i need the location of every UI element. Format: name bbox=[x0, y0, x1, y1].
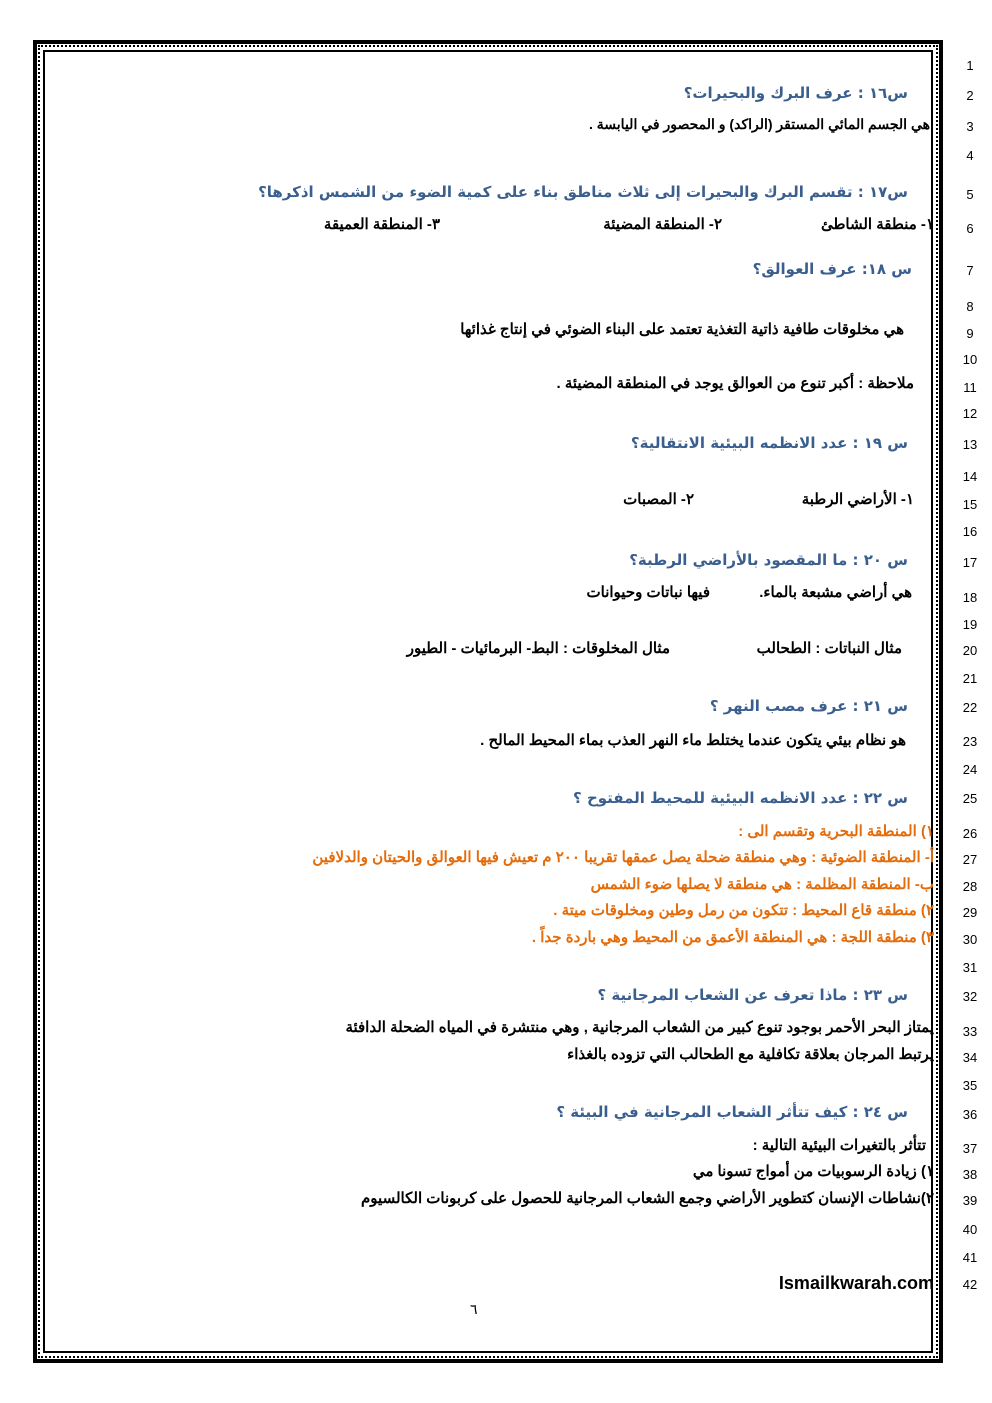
line-number: 42 bbox=[962, 1277, 978, 1292]
line-number: 8 bbox=[966, 299, 974, 314]
footer-website: Ismailkwarah.com bbox=[778, 1273, 934, 1293]
line-number: 27 bbox=[962, 852, 978, 867]
line-number: 25 bbox=[962, 791, 978, 806]
line-number: 21 bbox=[962, 671, 978, 686]
line-number: 31 bbox=[962, 960, 978, 975]
line-number: 40 bbox=[962, 1222, 978, 1237]
question-19: س ١٩ : عدد الانظمه البيئية الانتقالية؟ bbox=[630, 434, 908, 452]
question-18: س ١٨: عرف العوالق؟ bbox=[752, 260, 912, 278]
line-number: 36 bbox=[962, 1107, 978, 1122]
note-18: ملاحظة : أكبر تنوع من العوالق يوجد في المنطقة المضيئة . bbox=[556, 375, 914, 392]
answer-16: هي الجسم المائي المستقر (الراكد) و المحصور في اليابسة . bbox=[589, 116, 930, 132]
line-number: 22 bbox=[962, 700, 978, 715]
line-number: 37 bbox=[962, 1141, 978, 1156]
question-22: س ٢٢ : عدد الانظمه البيئية للمحيط المفتوح ؟ bbox=[573, 789, 908, 807]
answer-22-line-5: ٣) منطقة اللجة : هي المنطقة الأعمق من المحيط وهي باردة جداً . bbox=[531, 929, 934, 946]
answer-22-line-1: ١) المنطقة البحرية وتقسم الى : bbox=[738, 823, 934, 840]
answer-19-item-2: ٢- المصبات bbox=[623, 491, 694, 508]
line-number: 16 bbox=[962, 524, 978, 539]
answer-24-line-1: ١) زيادة الرسوبيات من أمواج تسونا مي bbox=[692, 1163, 934, 1180]
line-number: 6 bbox=[966, 221, 974, 236]
answer-20-a: هي أراضي مشبعة بالماء. bbox=[759, 584, 912, 601]
line-number: 10 bbox=[962, 352, 978, 367]
line-number: 26 bbox=[962, 826, 978, 841]
question-23: س ٢٣ : ماذا تعرف عن الشعاب المرجانية ؟ bbox=[597, 986, 908, 1004]
line-number: 3 bbox=[966, 119, 974, 134]
line-number: 2 bbox=[966, 88, 974, 103]
line-number: 33 bbox=[962, 1024, 978, 1039]
question-21: س ٢١ : عرف مصب النهر ؟ bbox=[709, 697, 908, 715]
answer-17-item-1: ١- منطقة الشاطئ bbox=[820, 216, 934, 233]
answer-17-item-2: ٢- المنطقة المضيئة bbox=[603, 216, 722, 233]
line-number: 14 bbox=[962, 469, 978, 484]
line-number: 24 bbox=[962, 762, 978, 777]
answer-17-item-3: ٣- المنطقة العميقة bbox=[323, 216, 440, 233]
line-number: 11 bbox=[963, 380, 977, 395]
line-number: 18 bbox=[962, 590, 978, 605]
line-number: 5 bbox=[966, 187, 974, 202]
question-16: س١٦ : عرف البرك والبحيرات؟ bbox=[683, 84, 908, 102]
page-number: ٦ bbox=[470, 1301, 478, 1317]
line-number: 13 bbox=[962, 437, 978, 452]
line-number: 41 bbox=[962, 1250, 978, 1265]
answer-20-b: فيها نباتات وحيوانات bbox=[586, 584, 710, 601]
line-number: 9 bbox=[966, 326, 974, 341]
line-number: 15 bbox=[962, 497, 978, 512]
line-number: 39 bbox=[962, 1193, 978, 1208]
answer-24-intro: تتأثر بالتغيرات البيئية التالية : bbox=[752, 1137, 926, 1154]
answer-21: هو نظام بيئي يتكون عندما يختلط ماء النهر العذب بماء المحيط المالح . bbox=[480, 732, 906, 749]
line-number: 20 bbox=[962, 643, 978, 658]
line-number: 23 bbox=[962, 734, 978, 749]
line-number: 32 bbox=[962, 989, 978, 1004]
line-number: 19 bbox=[962, 617, 978, 632]
line-number: 35 bbox=[962, 1078, 978, 1093]
line-number: 7 bbox=[966, 263, 974, 278]
line-number: 34 bbox=[962, 1050, 978, 1065]
example-20-plants: مثال النباتات : الطحالب bbox=[756, 640, 902, 657]
question-24: س ٢٤ : كيف تتأثر الشعاب المرجانية في البيئة ؟ bbox=[556, 1103, 908, 1121]
answer-18: هي مخلوقات طافية ذاتية التغذية تعتمد على البناء الضوئي في إنتاج غذائها bbox=[460, 321, 904, 338]
line-number: 38 bbox=[962, 1167, 978, 1182]
answer-24-line-2: ٢)نشاطات الإنسان كتطوير الأراضي وجمع الشعاب المرجانية للحصول على كربونات الكالسيوم bbox=[361, 1190, 934, 1207]
answer-23-line-1: يمتاز البحر الأحمر بوجود تنوع كبير من الشعاب المرجانية , وهي منتشرة في المياه الضحلة الدافئة bbox=[345, 1019, 934, 1036]
line-number: 29 bbox=[962, 905, 978, 920]
question-17: س١٧ : تقسم البرك والبحيرات إلى ثلاث مناطق بناء على كمية الضوء من الشمس اذكرها؟ bbox=[258, 183, 908, 201]
line-number: 30 bbox=[962, 932, 978, 947]
answer-22-line-2: أ- المنطقة الضوئية : وهي منطقة ضحلة يصل عمقها تقريبا ٢٠٠ م تعيش فيها العوالق والحيتان والدلافين bbox=[312, 849, 934, 866]
line-number: 12 bbox=[962, 406, 978, 421]
line-number: 4 bbox=[966, 148, 974, 163]
line-number: 1 bbox=[966, 58, 974, 73]
line-number: 17 bbox=[962, 555, 978, 570]
answer-19-item-1: ١- الأراضي الرطبة bbox=[801, 491, 914, 508]
example-20-creatures: مثال المخلوقات : البط- البرمائيات - الطيور bbox=[406, 640, 670, 657]
line-number: 28 bbox=[962, 879, 978, 894]
answer-22-line-4: ٢) منطقة قاع المحيط : تتكون من رمل وطين ومخلوقات ميتة . bbox=[553, 902, 934, 919]
question-20: س ٢٠ : ما المقصود بالأراضي الرطبة؟ bbox=[629, 551, 908, 569]
answer-22-line-3: ب- المنطقة المظلمة : هي منطقة لا يصلها ضوء الشمس bbox=[590, 876, 934, 893]
answer-23-line-2: يرتبط المرجان بعلاقة تكافلية مع الطحالب التي تزوده بالغذاء bbox=[567, 1046, 934, 1063]
